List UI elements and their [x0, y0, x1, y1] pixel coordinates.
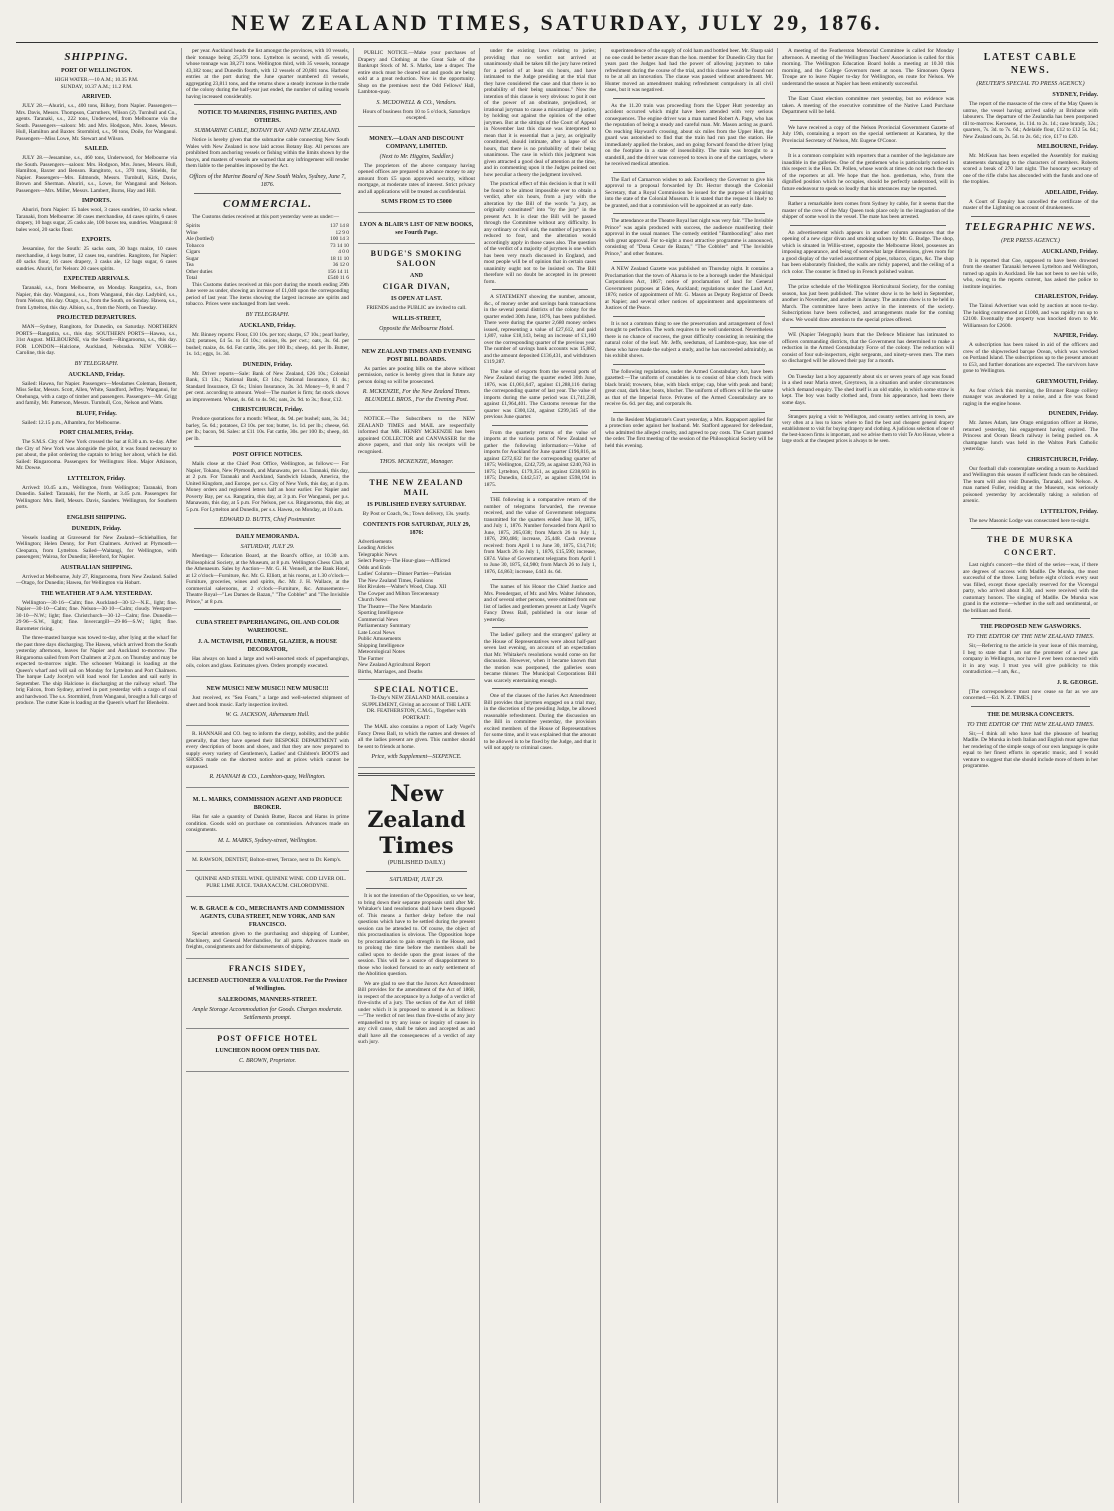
ad-special-price: Price, with Supplement—SIXPENCE. — [371, 754, 462, 760]
mariners-notice-sub: SUBMARINE CABLE, BOTANY BAY AND NEW ZEALAND. — [194, 128, 341, 134]
column-shipping — [16, 48, 177, 1503]
contents-item: Shipping Intelligence — [358, 642, 405, 649]
customs-value: 156 14 11 — [327, 268, 349, 275]
lyttelton-text: Arrived: 10.45 a.m., Wellington, from Wellington; Taranaki, from Dunedin. Sailed: Taranaki, for the North, at 3.45 p.m. Passengers for Wellington: Mrs. Bell, Messrs. Davis, Sanders. Wellington, for Southern ports. — [16, 484, 177, 510]
imports-paragraph: From the quarterly returns of the value of imports at the various ports of New Zealand we gather the following information:—Value of imports for Auckland for June quarter £196,816, as against £272,632 for the corresponding quarter of 1875; Wellington, £242,729, as against £240,763 in 1875; Lyttelton, £179,351, as against £238,603 in 1875; Dunedin, £442,517, as against £598,194 in 1875. — [484, 429, 596, 488]
lyttelton-heading: LYTTELTON, Friday. — [67, 475, 126, 482]
leader-paragraph-4: The practical effect of this decision is that it will be found to be almost impossible ever to obtain a verdict, after six hours, from a jury with the alteration by the Bill of the words "a jury, as originally constituted" into "by the jury" in the present Act. It is clear the Bill will be passed through the Committee without any difficulty. In any ordinary or civil suit, the number of jurymen is reduced to four, and the alteration would accordingly apply in those cases also. The question of the verdict of a majority of jurymen is one which has been very much discussed in England, and most people will be of opinion that in certain cases unanimity ought not to be insisted on. The Bill therefore will no doubt be accepted in its present form. — [484, 181, 596, 285]
ad-special-title: SPECIAL NOTICE. — [374, 685, 459, 694]
masthead: NEW ZEALAND TIMES, SATURDAY, JULY 29, 1876. — [231, 10, 883, 35]
divider — [194, 528, 341, 529]
customs-intro: The Customs duties received at this port yesterday were as under:— — [192, 213, 340, 220]
divider — [613, 213, 765, 214]
high-water: HIGH WATER.—10 A.M.; 10.35 P.M. — [54, 77, 139, 83]
telegraph-heading: BY TELEGRAPH. — [245, 311, 290, 318]
ad-subscribers-body: NOTICE.—The Subscribers to the NEW ZEALAND TIMES and MAIL are respectfully informed that MR. HENRY MCKENZIE has been appointed COLLECTOR and CANVASSER for the above papers, and that only his receipts will be recognised. — [358, 416, 475, 455]
post-office-text: Mails close at the Chief Post Office, Wellington, as follows:— For Napier, Tokano, New Plymouth, and Manawatu, per s.s. Taranaki, this day, at 2 p.m. For Taranaki and Auckland, Sandwich Islands, America, the United Kingdom, and Europe, per s.s. City of New York, this day, at 4 p.m. Money orders and registered letters half an hour earlier. For Napier and Poverty Bay, per s.s. Rangatira, this day, at 3 p.m. For Wanganui, per p.s. Manawatu, this day, at 5 p.m. For Nelson, per s.s. Ringarooma, this day, at 5 p.m. For Lyttelton and Dunedin, per s.s. Hawea, on Monday, at 10 a.m. — [186, 461, 349, 513]
shipping-heading: SHIPPING. — [64, 51, 129, 63]
ad-hannah — [186, 729, 349, 788]
sydney-text: The report of the massacre of the crew of the May Queen is untrue, the vessel having arrived safely at Brisbane with labourers. The departure of the Zealandia has been postponed till to-morrow. Kerosene, 1s. 11d. to 2s. 1d.; case brandy, 32s.; quarters, 7s. 3d. to 7s. 6d.; Adelaide flour, £12 to £12 5s. 6d.; New Zealand oats, 2s. 5d. to 2s. 6d.; rice, £17 to £20. — [963, 101, 1098, 140]
divider — [194, 446, 341, 447]
gallery-paragraph: The ladies' gallery and the strangers' gallery at the House of Representatives were about half-past seven last evening, on account of an expectation that Mr. Whitaker's resolutions would come on for discussion. However, when it became known that the motion was postponed, the galleries soon became thinner. The Municipal Corporations Bill was scarcely entertaining enough. — [484, 632, 596, 684]
telegraphic-heading: TELEGRAPHIC NEWS. — [964, 220, 1097, 233]
expected-text: Taranaki, s.s., from Melbourne, on Monday. Rangatira, s.s., from Napier, this day. Wanganui, s.s., from Wanganui, this day. Ladybird, s.s., from Nelson, this day. Otago, s.s., from the South, on Sunday. Hawea, s.s., from Lyttelton, this day. Albion, s.s., from the North, on Tuesday. — [16, 285, 177, 311]
port-chalmers-heading: PORT CHALMERS, Friday. — [59, 430, 134, 436]
port-heading: PORT OF WELLINGTON. — [60, 68, 133, 74]
leader-paragraph-1: It is not the intention of the Opposition, so we hear, to bring down their separate proposals until after Mr. Whitaker's land resolutions shall have been disposed of. This means a further delay before the real questions which have to be settled during the present session can be attended to. Of course, the object of this procrastination is obvious. The Opposition hope by procrastination to gain strength in the House, and to prolong the time before the members shall be called upon to decide upon the great issues of the session. This will be a source of disappointment to those who looked forward to an early settlement of the Abolition question. — [358, 893, 475, 977]
divider — [613, 412, 765, 413]
adelaide-text: A Court of Enquiry has cancelled the certificate of the master of the Lightning on account of drunkenness. — [963, 198, 1098, 211]
column-rule — [353, 48, 354, 1503]
column-notices — [358, 48, 475, 1503]
divider — [366, 871, 467, 872]
customs-item: Total — [186, 275, 197, 281]
weather-text: Wellington—30·16—Calm; fine. Auckland—30·12—N.E., light; fine. Napier—30·10—Calm; fine. Nelson—30·10—Calm; cloudy. Westport—30·10—N.W.; light; fine. Christchurch—30·12—Calm; fine. Dunedin—29·96—S.W., light; fine. Invercargill—29·86—S.W.; light; fine. Barometer rising. — [16, 599, 177, 632]
contents-item: Ladies' Column—Dinner Parties—Parisian — [358, 571, 452, 577]
divider — [790, 410, 946, 411]
christchurch-text: Our football club contemplate sending a team to Auckland and Wellington this season if sufficient funds can be obtained. The team will also visit Dunedin, Taranaki, and Nelson. A man named Fuller, residing at the Museum, was seriously poisoned yesterday by accidentally taking a solution of arsenic. — [963, 465, 1098, 504]
ad-sidey-title: FRANCIS SIDEY, — [228, 963, 307, 973]
ad-public-notice — [358, 48, 475, 127]
column-rule — [958, 48, 959, 1503]
general-paragraph-8: WE (Napier Telegraph) learn that the Defence Minister has intimated to officers commanding districts, that the Government has determined to make a reduction in the Armed Constabulary Force of the colony. The reduction will consist of four sub-inspectors, eight sergeants, and ninety-seven men. The men so discharged will be allowed their pay for a month. — [782, 332, 954, 364]
telegraphic-sub: (PER PRESS AGENCY.) — [1001, 237, 1060, 244]
ad-grace-body: Special attention given to the purchasing and shipping of Lumber, Machinery, and General Merchandise, for all parts. Advances made on freights, consignments and for disbursements of shipping. — [186, 931, 349, 950]
ad-sidey-note: Ample Storage Accommodation for Goods. Charges moderate. Settlements prompt. — [192, 1006, 343, 1021]
ad-money-sums: SUMS FROM £5 TO £5000 — [381, 199, 452, 205]
melbourne-heading: MELBOURNE, Friday. — [1037, 144, 1098, 150]
divider — [358, 773, 475, 776]
local-paragraph-3: The Earl of Carnarvon wishes to ask Excellency the Governor to give his approval to a proposal forwarded by Dr. Hector through the Colonial Secretary, that a Royal Commission be issued for the purpose of inquiring into the state of the Colonial Museum. It is stated that the request is likely to be granted, and that a commission will be appointed at an early date. — [605, 176, 773, 209]
ad-budge-title: BUDGE'S SMOKING SALOON — [370, 249, 463, 268]
column-rule — [777, 48, 778, 1503]
contents-item: Hot Rivulets—Walter's Wood, Chap. XII — [358, 584, 447, 590]
general-paragraph-3: We have received a copy of the Nelson Provincial Government Gazette of July 19th, containing a report on the special settlement at Karamea, by the Provincial Secretary of Nelson, Mr. Eugene O'Conor. — [782, 124, 954, 144]
divider — [492, 425, 588, 426]
customs-table — [186, 223, 349, 282]
memoranda-day: SATURDAY, JULY 29. — [240, 544, 295, 550]
ad-cuba-street — [186, 614, 349, 677]
divider — [790, 120, 946, 121]
ad-money-body: The proprietors of the above company having opened offices are prepared to advance money to any amount from £5 upon approved security, without mortgage, at moderate rates of interest. Strict privacy and all applications will be treated as confidential. — [358, 162, 475, 195]
ad-lyon-blair — [358, 216, 475, 244]
contents-item: Births, Marriages, and Deaths — [358, 668, 423, 675]
divider — [492, 688, 588, 689]
ad-budge — [358, 247, 475, 340]
ad-nz-mail — [358, 476, 475, 680]
melbourne-text: Mr. McKean has been expelled the Assembly for making statements damaging to the characters of members. Roberts scored a break of 270 last night. The honorary secretary of one of the rifle clubs has absconded with the funds and one of the trophies. — [963, 153, 1098, 185]
ad-music-title: NEW MUSIC! NEW MUSIC!! NEW MUSIC!!! — [206, 686, 329, 692]
ad-special-note: The MAIL also contains a report of Lady Vogel's Fancy Dress Ball, to which the names and dresses of all the ladies present are given. This number should be sent to friends at home. — [358, 724, 475, 750]
mariners-notice-heading: NOTICE TO MARINERS, FISHING PARTIES, AND OTHERS. — [198, 110, 337, 124]
divider — [971, 618, 1090, 619]
ad-budge-divan: CIGAR DIVAN, — [382, 282, 451, 291]
ad-pohotel-body: LUNCHEON ROOM OPEN THIS DAY. — [215, 1047, 320, 1054]
ad-mail-contents-heading: CONTENTS FOR SATURDAY, JULY 29, 1876: — [362, 521, 471, 536]
dunedin-heading: DUNEDIN, Friday. — [1048, 411, 1098, 417]
imports-text: Ahuriri, from Napier: 15 bales wool, 3 cases sundries, 10 sacks wheat. Taranaki, from Melbourne: 30 cases merchandise, 44 cases spirits, 6 cases drapery, 10 bags sugar, 25 casks ale, 100 boxes tea, sundries. Wanganui: 8 bales wool, 20 sacks flour. — [16, 207, 177, 233]
dunedin-market-text: Mr. Driver reports—Sale: Bank of New Zealand, £26 10s.; Colonial Bank, £1 13s.; National Bank, £3 14s.; National Insurance, £1 4s.; Standard Insurance, £3 6s.; Union Insurance, 3s. 3d. Money—9, 8 and 7 per cent. according to amount. Wool—The market is firm; fat stock shows an improvement. Wheat, 4s. 6d. to 4s. 9d.; oats, 2s. 9d. to 3s.; flour, £12. — [186, 370, 349, 403]
contents-list — [358, 539, 475, 676]
ad-sidey — [186, 962, 349, 1029]
contents-item: Late Local News — [358, 629, 395, 636]
ad-post-office-hotel — [186, 1032, 349, 1072]
customs-item: Other duties — [186, 268, 213, 275]
money-order-paragraph: A STATEMENT showing the number, amount, &c., of money order and savings bank transactions in the several postal districts of the colony for the quarter ended 30th June, 1876, has been published. There were during the quarter 2,680 money orders issued, representing a value of £27,612, and paid 1,807, value £18,143, being an increase of £1,160 over the corresponding quarter of the previous year. The number of savings bank accounts was 15,882, and the amount deposited £136,431, and withdrawn £119,287. — [484, 294, 596, 365]
ad-rawson — [186, 855, 349, 872]
customs-value: 12 9 0 — [335, 229, 349, 236]
exports-paragraph: The value of exports from the several ports of New Zealand during the quarter ended 30th June, 1876, was £1,061,647, against £1,288,116 during the corresponding quarter of last year. The value of imports during the same period was £1,741,238, against £1,964,401. The Customs revenue for the quarter was £300,124, against £299,345 of the previous June quarter. — [484, 368, 596, 420]
customs-item: Ale (bottled) — [186, 236, 214, 242]
exports-text: Jessamine, for the South: 25 sacks oats, 30 bags maize, 10 cases merchandise, 4 kegs butter, 12 cases tea, sundries. Rangitoto, for Napier: 40 sacks flour, 16 cases drapery, 3 casks ale, 12 bags sugar, 6 cases sundries. Ahuriri, for Nelson: 20 cases spirits. — [16, 246, 177, 272]
customs-value: 36 12 0 — [332, 262, 349, 268]
ad-marks-title: M. L. MARKS, COMMISSION AGENT AND PRODUCE BROKER. — [192, 797, 343, 811]
port-chalmers-text: The S.M.S. City of New York crossed the bar at 8.30 a.m. to-day. After the City of New York was alongside the pilot, it was found necessary to put about, the pilot ordering the captain to bring her about, which he did. Sailed: Ringarooma. Passengers for Wellington: Hon. Major Atkinson, Mr. Dowse. — [16, 439, 177, 471]
divider — [492, 579, 588, 580]
auckland-market-text: Mr. Binney reports: Flour, £10 10s. per ton; sharps, £7 10s.; pearl barley, £24; potatoes, £4 5s. to £4 10s.; onions, 8s. per cwt.; oats, 3s. 6d. per bushel; maize, 4s. 6d. Fat cattle, 30s. per 100 lb.; sheep, 4d. per lb. Butter, 1s. 1d.; eggs, 1s. 3d. — [186, 331, 349, 357]
column-general-news — [782, 48, 954, 1503]
contents-item: Commercial News — [358, 616, 399, 623]
telegraph-heading: BY TELEGRAPH. — [74, 360, 119, 367]
expected-heading: EXPECTED ARRIVALS. — [63, 276, 130, 282]
ad-budge-and: AND — [410, 273, 423, 279]
weather-heading: THE WEATHER AT 9 A.M. YESTERDAY. — [40, 590, 153, 597]
general-paragraph-6: An advertisement which appears in another column announces that the opening of a new cigar divan and smoking saloon by Mr. G. Budge. The shop, which is situated in Willis-street, opposite the Melbourne Hotel, possesses an imposing appearance, and being of somewhat large dimensions, gives room for a good display of the varied assortment of pipes, tobacco, cigars, &c. The shop has been elaborately finished, the walls are richly papered, and the ceiling of a rich color. The counter is fitted up in French polished walnut. — [782, 229, 954, 275]
ad-billboards-sign: R. MCKENZIE, For the New Zealand Times. BLUNDELL BROS., For the Evening Post. — [362, 389, 471, 403]
auckland-heading: AUCKLAND, Friday. — [1041, 248, 1098, 255]
ad-hannah-body: R. HANNAH and CO. beg to inform the clergy, nobility, and the public generally, that they have opened their BESPOKE DEPARTMENT with every description of boots and shoes, and that they are now prepared to supply every variety of Gentlemen's, Ladies' and Children's BOOTS and SHOES made on the shortest notice and at prices which cannot be surpassed. — [186, 731, 349, 770]
juries-paragraph: One of the clauses of the Juries Act Amendment Bill provides that jurymen engaged on a trial may, in the discretion of the presiding Judge, be allowed reasonable refreshment. During the discussion on the Bill in committee yesterday, the provision excited members of the House of Representatives for some time, and it was explained that the amount to be allowed is to be fixed by the Judge, and that it will not apply to criminal cases. — [484, 693, 596, 751]
cable-sub: (REUTER'S SPECIAL TO PRESS AGENCY.) — [976, 81, 1085, 87]
ad-hannah-sign: R. HANNAH & CO., Lambton-quay, Wellington. — [209, 774, 326, 780]
ad-pohotel-title: POST OFFICE HOTEL — [217, 1033, 318, 1043]
ad-mail-title: THE NEW ZEALAND MAIL — [369, 478, 464, 497]
divider — [194, 193, 341, 194]
contents-item: The New Zealand Times, Fashions — [358, 577, 434, 584]
leader-paragraph-2: We are glad to see that the Jurors Act Amendment Bill provides for the amendment of the Act of 1868, in respect of the acceptance by a Judge of a verdict of five-sixths of a jury. The section of the Act of 1868 under which it is proposed to amend is as follows:—"The verdict of not less than five-sixths of any jury empanelled to try any issue or inquiry of causes in any civil cause, shall be taken and accepted as and shall have all the consequences of a verdict of any such jury. — [358, 980, 475, 1045]
australian-shipping-heading: AUSTRALIAN SHIPPING. — [60, 564, 133, 571]
post-office-heading: POST OFFICE NOTICES. — [232, 452, 303, 458]
mariners-notice-text: Notice is hereby given that the submarine cable connecting New South Wales with New Zealand is now laid across Botany Bay. All persons are prohibited from anchoring vessels or fishing within the limits shown by the buoys, and masters of vessels are warned that any infringement will render them liable to the penalties imposed by the Act. — [186, 137, 349, 169]
divider — [366, 888, 467, 889]
arrived-text: JULY 28.—Ahuriri, s.s., 400 tons, Bilkey, from Napier. Passengers—Mrs. Davis, Messrs. Thompson, Carruthers, Wilson (2). Turnbull and Co., agents. Taranaki, s.s., 222 tons, Underwood, from Melbourne via the South. Passengers—saloon: Mr. and Mrs. Hodgson, Mrs. Jones, Messrs. Hull, Hamilton and Baxter. Stormbird, s.s., 90 tons, Doile, for Wanganui. Passengers—Miss Lowe, Mr. Stewart and Wilson. — [16, 103, 177, 142]
ad-cuba-title: CUBA STREET PAPERHANGING, OIL AND COLOR WAREHOUSE. — [195, 620, 340, 634]
ad-quinine — [186, 874, 349, 897]
general-paragraph-7: The prize schedule of the Wellington Horticultural Society, for the coming season, has just been published. The winter show is to be held in September, another in November, and another in January. The autumn show is to be held in March. The committee have been active in the interests of the society. Subscriptions have been collected, and arrangements made for the coming show. We would draw attention to the special prizes offered. — [782, 284, 954, 323]
divider — [613, 364, 765, 365]
commercial-heading: COMMERCIAL. — [223, 197, 312, 210]
ad-subscribers — [358, 414, 475, 473]
divider — [790, 327, 946, 328]
customs-item: Tea — [186, 262, 194, 268]
ad-special-body: To-Day's NEW ZEALAND MAIL contains a SUPPLEMENT, Giving an account of THE LATE DR. FEATHERSTON, C.M.G., Together with PORTRAIT: — [362, 695, 471, 721]
ad-money-title: MONEY.—LOAN AND DISCOUNT COMPANY, LIMITED. — [369, 135, 464, 150]
murska-text: Last night's concert—the third of the series—was, if there are degrees of success with Madlle. De Murska, the most successful of the three. Long before eight o'clock every seat was filled, except those specially reserved for the Viceregal party, who arrived about 8.30, and were received with the customary honors. The singing of Madlle. De Murska was grand in the extreme—whether in the soft and sentimental, or the brilliant and florid. — [963, 562, 1098, 614]
divider — [613, 172, 765, 173]
customs-item: Cigars — [186, 249, 201, 255]
concerts-to: TO THE EDITOR OF THE NEW ZEALAND TIMES. — [966, 721, 1095, 728]
ad-new-music — [186, 680, 349, 726]
english-shipping-heading: ENGLISH SHIPPING. — [66, 514, 127, 521]
customs-value: £540 11 6 — [327, 275, 349, 281]
gasworks-heading: THE PROPOSED NEW GASWORKS. — [980, 624, 1081, 630]
nzt-published: (PUBLISHED DAILY.) — [387, 860, 446, 866]
sailed-text: JULY 28.—Jessamine, s.s., 460 tons, Underwood, for Melbourne via the South. Passengers—saloon: Mrs. Hodgson, Mrs. Jones, Messrs. Hull, Hamilton, Baxter and Benson. Rangitoto, s.s., 370 tons, Shields, for Napier. Passengers—Mrs. Edmonds, Messrs. Turnbull, Kirk, Davis, Brown and Sherman. Ahuriri, s.s., Lowe, for Wanganui and Nelson. Passengers—Mrs. Miller, Messrs. Lambert, Burns, Hay and Hill. — [16, 155, 177, 194]
divider — [790, 369, 946, 370]
divider — [971, 706, 1090, 707]
customs-value: 18 11 10 — [330, 255, 349, 262]
customs-item: Tobacco — [186, 242, 205, 249]
ad-public-sign: S. MCDOWELL & CO., Vendors. — [376, 99, 457, 106]
local-paragraph-7: The following regulations, under the Armed Constabulary Act, have been gazetted:—The uniform of constables is to consist of blue cloth frock with black braid; trowsers, blue, with black stripe; cap, blue with peak and band; great coat, dark blue; boots, blucher. The uniform of officers will be the same as that of the Imperial force. Privates of the Armed Constabulary are to receive 6s. 6d. per day, and corporals 8s. — [605, 368, 773, 407]
ad-lyon-title: LYON & BLAIR'S LIST OF NEW BOOKS, see Fourth Page. — [359, 222, 474, 236]
customs-item: Wine — [186, 229, 198, 236]
contents-item: Sporting Intelligence — [358, 610, 404, 616]
ad-mail-sub: IS PUBLISHED EVERY SATURDAY. — [367, 502, 466, 508]
cable-heading: LATEST CABLE NEWS. — [983, 52, 1078, 76]
ad-quinine-body: QUININE AND STEEL WINE. QUININE WINE. COD LIVER OIL. PURE LIME JUICE. TARAXACUM. CHLORODYNE. — [194, 876, 347, 889]
post-office-sign: EDWARD D. BUTTS, Chief Postmaster. — [219, 517, 316, 523]
gasworks-sign: J. R. GEORGE. — [1056, 679, 1098, 686]
trade-text: per year. Auckland heads the list amongst the provinces, with 10 vessels, their tonnage being 25,379 tons. Lyttelton is second, with 45 vessels, whose tonnage was 38,271 tons. Wellington third, with 35 vessels, tonnage 43,182 tons; and Dunedin fourth, with 12 vessels of 20,881 tons. Harbour entries at the port during the June quarter numbered 41 vessels, aggregating 23,811 tons, and the returns show a steady increase in the trade of the colony during the half-year just ended, the number of sailing vessels having increased considerably. — [186, 48, 349, 100]
ad-subscribers-sign: THOS. MCKENZIE, Manager. — [379, 459, 454, 465]
customs-value: 137 14 8 — [330, 223, 349, 229]
ad-sidey-rooms: SALEROOMS, MANNERS-STREET. — [218, 996, 317, 1003]
gasworks-to: TO THE EDITOR OF THE NEW ZEALAND TIMES. — [966, 634, 1095, 640]
contents-item: Leading Articles — [358, 545, 394, 551]
charleston-text: The Tainui Advertiser was sold by auction at noon to-day. The holding commenced at £1000, and was rapidly run up to £2100. Eventually the property was knocked down to Mr. Williamson for £2600. — [963, 303, 1098, 329]
ad-billboards-title: NEW ZEALAND TIMES AND EVENING POST BILL BOARDS. — [361, 348, 472, 363]
auckland-text: Sailed: Hawea, for Napier. Passengers—Mesdames Coleman, Bennett, Miss Sellar, Messrs. Scott, Allen, White, Sandford, Jeffrey. Wanganui, for Onehunga, with a cargo of timber and passengers. Passengers—Mr. Grigg and family, Mr. Patterson, Messrs. Turnbull, Cox, Nelson and Watts. — [16, 380, 177, 406]
ad-special-notice — [358, 683, 475, 768]
arrived-heading: ARRIVED. — [81, 94, 112, 100]
dunedin-heading: DUNEDIN, Friday. — [242, 361, 293, 368]
christchurch-market-text: Produce quotations for a month: Wheat, 4s. 9d. per bushel; oats, 3s. 3d.; barley, 5s. 6d.; potatoes, £3 10s. per ton; butter, 1s. 1d. per lb.; cheese, 6d. per lb.; bacon, 9d. Sales: at £11 10s. Fat cattle, 30s. per 100 lb.; sheep, 4d. per lb. — [186, 416, 349, 442]
concerts-text: Sir,—I think all who have had the pleasure of hearing Madlle. De Murska in both Italian and English must agree that her rendering of the simple songs of our own language is quite equal to her finest efforts in operatic music, and I would venture to suggest that she should include more of them in her programme. — [963, 730, 1098, 769]
nzt-nameplate: New Zealand Times — [367, 781, 466, 859]
divider — [790, 91, 946, 92]
customs-value: 73 14 10 — [330, 242, 349, 249]
ad-grace-title: W. B. GRACE & CO., MERCHANTS AND COMMISSION AGENTS, CUBA STREET, NEW YORK, AND SAN FRANCISCO. — [190, 906, 345, 928]
lyttelton-heading: LYTTELTON, Friday. — [1040, 508, 1098, 515]
contents-item: Advertisements — [358, 538, 392, 545]
mariners-notice-sign: Offices of the Marine Board of New South Wales, Sydney, June 7, 1876. — [189, 173, 346, 188]
masthead-rule — [16, 42, 1098, 43]
ad-music-sign: W. G. JACKSON, Athenaeum Hall. — [225, 712, 310, 718]
ad-cuba-body: Has always on hand a large and well-assorted stock of paperhangings, oils, colors and glass. Estimates given. Orders promptly executed. — [186, 656, 349, 669]
concerts-heading: THE DE MURSKA CONCERTS. — [987, 711, 1074, 718]
local-paragraph-5: A NEW Zealand Gazette was published on Thursday night. It contains a Proclamation that the town of Akaroa is to be a borough under the Municipal Corporations Act, 1867; notice of proclamation of land for General Government purposes at Eden, Auckland; regulations under the Land Act, 1876; notice of appointment of Mr. G. Mason as Deputy Registrar of Deeds at Napier; and several other notices of appointment and appointments of Justices of the Peace. — [605, 266, 773, 311]
column-rule — [181, 48, 182, 1503]
divider — [194, 104, 341, 105]
auckland-heading: AUCKLAND, Friday. — [239, 322, 296, 329]
ad-marks-body: Has for sale a quantity of Danish Butter, Bacon and Hams in prime condition. Goods sold on purchase on commission. Advances made on consignments. — [186, 814, 349, 833]
imports-heading: IMPORTS. — [81, 198, 112, 204]
napier-heading: NAPIER, Friday. — [1053, 333, 1098, 339]
sunday-tide: SUNDAY, 10.37 A.M.; 11.2 P.M. — [60, 83, 133, 90]
ad-marks-sign: M. L. MARKS, Sydney-street, Wellington. — [217, 837, 318, 844]
bluff-heading: BLUFF, Friday. — [76, 410, 117, 417]
ad-public-body: PUBLIC NOTICE.—Make your purchases of Drapery and Clothing at the Great Sale of the Bankrupt Stock of M. S. Marks, late a draper. The entire stock must be cleared out and goods are being sold at a great reduction. Now is the opportunity. Shop on the premises next the Odd Fellows' Hall, Lambton-quay. — [358, 50, 475, 95]
local-paragraph-2: As the 11.20 train was proceeding from the Upper Hutt yesterday an accident occurred which might have been attended with very serious consequences. The engine driver was a man named Robert A. Page, who has the reputation of being a steady and careful man. Mr. Mason acting as guard. On reaching Hayward's crossing, about six miles from the Upper Hutt, the guard was astonished to find that the train had run past the station. He immediately applied the brakes, and on going forward found the driver lying on the footplate in a state of insensibility. The train was brought to a standstill, and the driver was conveyed to town in one of the carriages, where he received medical attention. — [605, 102, 773, 167]
dunedin-heading: DUNEDIN, Friday. — [71, 525, 122, 532]
divider — [790, 196, 946, 197]
ad-public-hours: Hours of business from 10 to 5 o'clock, Saturdays excepted. — [362, 108, 471, 121]
greymouth-heading: GREYMOUTH, Friday. — [1035, 378, 1098, 385]
ad-rawson-body: M. RAWSON, DENTIST, Bolton-street, Terrace, next to Dr. Kemp's. — [192, 856, 342, 863]
gasworks-note: [The correspondence must now cease so far as we are concerned.—Ed. N. Z. TIMES.] — [963, 688, 1098, 701]
greymouth-text: As four o'clock this morning, the Brunner Range colliery manager was awakened by a noise, and a fire was found raging in the engine house. — [963, 387, 1098, 407]
ad-budge-location: Opposite the Melbourne Hotel. — [379, 325, 454, 332]
column-rule — [600, 48, 601, 1503]
divider — [971, 528, 1090, 529]
murska-heading: THE DE MURSKA CONCERT. — [986, 535, 1075, 557]
local-paragraph-6: It is not a common thing to see the preservation and arrangement of fowl brought to perfection. The work requires to be well understood. Nevertheless there is no chance of success, the great difficulty consisting in retaining the natural color of the leaf. Mr. Jeffs, seedsman, of Lambton-quay, has one of these who have made the subject a study, and he has succeeded admirably, as his exhibit shows. — [605, 320, 773, 359]
divider — [613, 316, 765, 317]
bluff-text: Sailed: 12.15 p.m., Alhambra, for Melbourne. — [22, 419, 121, 426]
charleston-heading: CHARLESTON, Friday. — [1034, 294, 1098, 300]
christchurch-heading: CHRISTCHURCH, Friday. — [1026, 456, 1098, 463]
column-rule — [479, 48, 480, 1503]
local-paragraph-8: In the Resident Magistrate's Court yesterday, a Mrs. Rappaport applied for a protection order against her husband. Mr. Stafford appeared for defendant, who admitted the alleged cruelty, and agreed to pay costs. The Court granted the order. The first meeting of the session of the Philosophical Society will be held this evening. — [605, 416, 773, 449]
leader-paragraph-3: under the existing laws relating to juries; providing that no verdict not arrived at unanimously shall be taken till the jury have retired for a period of at least six hours, and have intimated to the Judge presiding at the trial that they have considered the case and that there is no probability of their being unanimous." Now the intention of this clause is very obvious: to put it out of the power of an obstinate, prejudiced, or irrational juryman to cause a miscarriage of justice, by holding out against the opinion of the other jurymen. But at the sittings of the Court of Appeal in November last this clause was interpreted to mean that it is essential that a jury, as originally constituted, should intimate, after a lapse of six hours, that there is no probability of their being unanimous. The case in which this judgment was given attracted a good deal of attention at the time, and in commenting upon it the Judges pointed out how peculiar a theory the judgment involved. — [484, 48, 596, 178]
contents-item: Church News — [358, 597, 388, 603]
general-paragraph-10: Strangers paying a visit to Wellington, and country settlers arriving in town, are very often at a loss to know where to find the best and cheapest general drapery establishment to visit for buying drapery and clothing. A judicious selection of one of the best-known firms is important, and we advise them to visit Te Aro House, where a large stock at the cheapest prices is always to be seen. — [782, 415, 954, 444]
ad-music-body: Just received, ex "Sea Foam," a large and well-selected shipment of sheet and book music. Early inspection invited. — [186, 695, 349, 708]
local-paragraph-4: The attendance at the Theatre Royal last night was very fair. "The Invisible Prince" was again produced with success, the audience manifesting their approval in the usual manner. The comedy entitled "Bamboozling" also met with great approval. For to-night a most attractive programme is announced, consisting of "Dona Cesar de Bazan," "The Cobbler" and "The Invisible Prince," and other features. — [605, 218, 773, 257]
contents-item: Telegraphic News — [358, 551, 397, 558]
sydney-heading: SYDNEY, Friday. — [1052, 92, 1098, 98]
dunedin-text: Mr. James Adam, late Otago emigration officer at Home, returned yesterday, his engagement having expired. The Princess and Ocean Beach railway is being pushed on. A champagne lunch was held in the Walton Park Catholic yesterday. — [963, 420, 1098, 452]
contents-item: New Zealand Agricultural Report — [358, 662, 431, 668]
column-cable-news — [963, 48, 1098, 1503]
contents-item: Parliamentary Summary — [358, 623, 411, 629]
contents-item: The Theatre—The New Mandarin — [358, 603, 432, 610]
general-paragraph-4: It is a common complaint with reporters that a number of the legislature are inaudible in the galleries. One of the gentlemen who is particularly noticed in this respect is the Hon. Dr. Pollen, whose words at times do not reach the ears of the reporters at all. We hope that the hon. gentleman, who, from the dignified position which he occupies, should be perfectly understood, will in future endeavour to speak so loudly that his utterances may be reported. — [782, 153, 954, 192]
gasworks-text: Sir,—Referring to the article in your issue of this morning, I beg to state that I am not the promoter of a new gas company in Wellington, nor have I ever been connected with it in any way. I trust you will give publicity to this contradiction.—I am, &c., — [963, 643, 1098, 675]
ad-billboards-body: As parties are posting bills on the above without permission, notice is hereby given that in future any person doing so will be prosecuted. — [358, 365, 475, 385]
auckland-heading: AUCKLAND, Friday. — [68, 371, 125, 378]
daily-memoranda-heading: DAILY MEMORANDA. — [235, 534, 300, 540]
napier-text: A subscription has been raised in aid of the officers and crew of the shipwrecked barque Ocean, which was wrecked on Portland Island. The subscriptions up to the present amount to £53, and further donations are expected. The survivors have gone to Wellington. — [963, 342, 1098, 374]
ad-marks — [186, 791, 349, 852]
shipping-notes: The three-masted barque was towed to-day, after lying at the wharf for the past three days discharging. The Hawea, which arrived from the South yesterday afternoon, leaves for Napier and Auckland to-morrow. The Ringarooma sailed from Port Chalmers at 2 p.m. on Thursday and may be expected to-morrow night. The schooner Waitangi is loading at the Queen's wharf and will sail on Monday for Lyttelton and Port Chalmers. The barque Lady Jocelyn will load wool for London and sail early in September. The ship Halcione is discharging at the railway wharf. The brig Falcon, from Sydney, arrived in port yesterday with a cargo of coal and hardwood. The s.s. Stormbird, from Wanganui, brought a full cargo of produce. The cutter Kate is loading at the Queen's wharf for Blenheim. — [16, 635, 177, 706]
divider — [492, 627, 588, 628]
customs-item: Spirits — [186, 223, 201, 229]
general-paragraph-2: The East Coast election committee met yesterday, but no evidence was taken. A meeting of the executive committee of the Native Land Purchase Department will be held. — [782, 96, 954, 115]
divider — [492, 492, 588, 493]
ad-grace — [186, 900, 349, 959]
contents-item: Select Poetry—The Hour-glass—Afflicted — [358, 558, 451, 564]
ad-budge-friends: FRIENDS and the PUBLIC are invited to call. — [366, 305, 467, 311]
divider — [790, 279, 946, 280]
projected-text: MAN—Sydney, Rangitoto, for Dunedin, on Saturday. NORTHERN PORTS—Rangatira, s.s., this day. SOUTHERN PORTS—Hawea, s.s., 31st August. MELBOURNE, via the South—Ringarooma, s.s., this day. FOR LONDON—Halcione, Auckland, Nebraska. NEW YORK—Caroline, this day. — [16, 324, 177, 356]
contents-item: Meteorological Notes — [358, 649, 405, 655]
exports-heading: EXPORTS. — [81, 237, 112, 243]
divider — [790, 148, 946, 149]
general-paragraph-5: Rather a remarkable item comes from Sydney by cable, for it seems that the master of the crew of the May Queen took place only in the imagination of the shipper of some wool in the vessel. The mate has been arrested. — [782, 201, 954, 220]
ad-cuba-name: J. A. MCTAVISH, PLUMBER, GLAZIER, & HOUSE DECORATOR, — [198, 639, 337, 653]
auckland-text: It is reported that Coe, supposed to have been drowned from the steamer Taranaki between Lyttelton and Wellington, turned up again in Auckland. He has not been to see his wife, who, owing to the reports current, has asked the police to institute inquiries. — [963, 257, 1098, 290]
nzt-date: SATURDAY, JULY 29. — [389, 877, 444, 883]
memoranda-text: Meetings— Education Board, at the Board's office, at 10.30 a.m. Philosophical Society, at the Museum, at 8 p.m. Wellington Chess Club, at the Athenaeum. Sales by Auction— Mr. G. H. Vennell, at the Bank Hotel, at 12 o'clock—Furniture, &c. Mr. G. Elliott, at his rooms, at 1.30 o'clock—Furniture, groceries, wines and spirits, &c. Mr. J. H. Wallace, at the commercial salerooms, at 2 o'clock—Furniture, &c. Amusements— Theatre Royal—"Les Dames de Bazan," "The Cobbler" and "The Invisible Prince," at 8 p.m. — [186, 553, 349, 605]
ad-bill-boards — [358, 343, 475, 412]
general-paragraph-9: On Tuesday last a boy apparently about six or seven years of age was found in a shed near Maria street, Greytown, in a situation and under circumstances which demand enquiry. The shed itself is an old stable, in which some straw is kept. The boy was badly clothed and, from his appearance, had been there some days. — [782, 373, 954, 406]
telegrams-paragraph: THE following is a comparative return of the number of telegrams forwarded, the revenue received, and the value of Government telegrams transmitted for the quarters ended June 30, 1875, and July 1, 1876. Number forwarded from April to June, 1875, 265,038; from March 26 to July 1, 1876, 290,486; increase, 25,448. Cash revenue received: from April 1 to June 30, 1875, £14,716; from March 26 to July 1, 1876, £15,590; increase, £874. Value of Government telegrams from April 1 to June 30, 1875, £4,980; from March 26 to July 1, 1876, £4,863; increase, £443 4s. 6d. — [484, 497, 596, 575]
divider — [492, 289, 588, 290]
column-commercial — [186, 48, 349, 1503]
column-leader — [484, 48, 596, 1503]
ad-sidey-body: LICENSED AUCTIONEER & VALUATOR. For the Province of Wellington. — [187, 977, 348, 992]
ad-budge-street: WILLIS-STREET, — [392, 315, 441, 322]
sailed-heading: SAILED. — [84, 146, 109, 152]
customs-item: Sugar — [186, 255, 199, 262]
australian-shipping-text: Arrived at Melbourne, July 27, Ringarooma, from New Zealand. Sailed—Otago, for Dunedin; Hawea, for Wellington via Hobart. — [16, 573, 177, 586]
ad-money-sub: (Next to Mr. Higgins, Saddler.) — [379, 153, 454, 160]
contents-item: Public Amusements — [358, 636, 401, 642]
lyttelton-text: The new Masonic Lodge was consecrated here to-night. — [969, 517, 1090, 524]
divider — [971, 216, 1090, 217]
contents-item: Odds and Ends — [358, 564, 391, 571]
divider — [613, 261, 765, 262]
customs-value: 100 14 3 — [330, 236, 349, 242]
english-shipping-text: Vessels loading at Gravesend for New Zealand—Schiehallion, for Wellington; Helen Denny, for Port Chalmers. Arrived at Plymouth—Cleopatra, from Lyttelton. Sailed—Waitangi, for Wellington, with passengers; Wairoa, for Dunedin; Hereford, for Napier. — [16, 534, 177, 560]
divider — [194, 609, 341, 610]
local-paragraph-1: superintendence of the supply of cold ham and bottled beer. Mr. Sharp said no one could be better aware than the hon. member for Dunedin City that for years past the Judges had had the power of allowing jurymen to take refreshment during the course of the trial, and this clause would be found not to be at all an innovation. The clause was passed without amendment. Mr. Hunter moved an amendment making refreshment compulsory in all civil cases, but it was negatived. — [605, 48, 773, 93]
ad-budge-open: IS OPEN AT LAST. — [390, 296, 443, 302]
projected-heading: PROJECTED DEPARTURES. — [56, 315, 137, 321]
adelaide-heading: ADELAIDE, Friday. — [1044, 189, 1098, 196]
customs-value: 4 0 0 — [338, 249, 349, 255]
contents-item: The Farmer — [358, 655, 384, 662]
ad-mail-price: By Post or Coach, 9s.; Town delivery, 13s. yearly. — [362, 511, 471, 517]
general-paragraph-1: A meeting of the Featherston Memorial Committee is called for Monday afternoon. A meeting of the Wellington Teachers' Association is called for this morning. The Wellington Education Board holds a meeting at 10.30 this morning, and the College Governors meet at noon. The Simonsen Opera Troupe are to leave Napier to-day for Wellington, en route for Nelson. We understand the season at Napier has been eminently successful. — [782, 48, 954, 87]
column-local-news — [605, 48, 773, 1503]
ad-money — [358, 130, 475, 214]
customs-text: This Customs duties received at this port during the month ending 29th June were as under, showing an increase of £1,040 upon the corresponding period of last year. The items showing the largest increase are spirits and tobacco. Prices were unchanged from last week. — [186, 281, 349, 307]
divider — [613, 98, 765, 99]
ad-pohotel-sign: C. BROWN, Proprietor. — [239, 1057, 296, 1064]
christchurch-heading: CHRISTCHURCH, Friday. — [231, 407, 304, 413]
divider — [790, 225, 946, 226]
ball-paragraph: The names of his Honor the Chief Justice and Mrs. Prendergast, of Mr. and Mrs. Walter Johnston, and of several other persons, were omitted from our list of ladies and gentlemen present at Lady Vogel's Fancy Dress Ball, published in our issue of yesterday. — [484, 584, 596, 623]
contents-item: The Cowper and Milton Tercentenary — [358, 590, 440, 597]
